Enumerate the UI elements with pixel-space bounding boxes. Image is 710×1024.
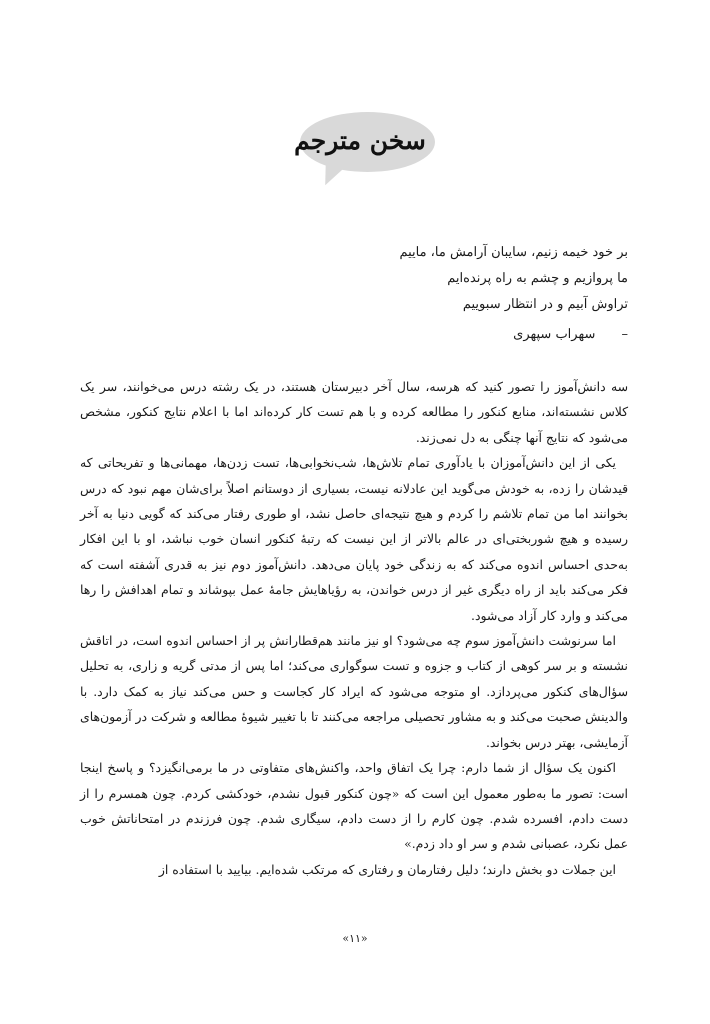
paragraph: اما سرنوشت دانش‌آموز سوم چه می‌شود؟ او نیز مانند هم‌قطارانش پر از احساس اندوه است، در اتاقش نشسته و بر سر کوهی از کتاب و جزوه و تست سوگواری می‌کند؛ اما پس از مدتی گریه و زاری، به تحلیل سؤال‌های کنکور می‌پردازد. او متوجه می‌شود که ایراد کار کجاست و حس می‌کند نیاز به کمک دارد. با والدینش صحبت می‌کند و به مشاور تحصیلی مراجعه می‌کنند تا با تغییر شیوهٔ مطالعه و شرکت در آزمون‌های آزمایشی، بهتر درس بخواند. bbox=[80, 633, 628, 750]
poem-line: تراوش آبیم و در انتظار سبوییم bbox=[462, 297, 628, 312]
poem-line: بر خود خیمه زنیم، سایبان آرامش ما، ماییم bbox=[399, 245, 628, 260]
body-text bbox=[80, 374, 628, 882]
paragraph: سه دانش‌آموز را تصور کنید که هرسه، سال آخر دبیرستان هستند، در یک رشته درس می‌خوانند، سر یک کلاس نشسته‌اند، منابع کنکور را مطالعه کرده و با هم تست کار کرده‌اند اما با اعلام نتایج کنکور، مشخص می‌شود که نتایج آنها چنگی به دل نمی‌زند. bbox=[80, 379, 628, 445]
poem bbox=[228, 240, 628, 318]
page-title: سخن مترجم bbox=[294, 126, 426, 155]
paragraph: اکنون یک سؤال از شما دارم: چرا یک اتفاق واحد، واکنش‌های متفاوتی در ما برمی‌انگیزد؟ و پاسخ اینجا است: تصور ما به‌طور معمول این است که «چون کنکور قبول نشدم، خودکشی کردم. چون همسرم را از دست دادم، افسرده شدم. چون کارم را از دست دادم، سیگاری شدم. چون فرزندم در امتحاناتش خوب عمل نکرد، عصبانی شدم و سر او داد زدم.» bbox=[80, 760, 628, 852]
poem-line: ما پروازیم و چشم به راه پرنده‌ایم bbox=[447, 271, 628, 286]
title-block bbox=[0, 112, 710, 192]
poem-attribution bbox=[513, 327, 628, 342]
paragraph: این جملات دو بخش دارند؛ دلیل رفتارمان و رفتاری که مرتکب شده‌ایم. بیایید با استفاده از bbox=[158, 861, 616, 877]
page-number: «۱۱» bbox=[342, 932, 368, 945]
attribution-name: سهراب سپهری bbox=[513, 327, 596, 342]
attribution-dash: – bbox=[621, 327, 628, 342]
paragraph: یکی از این دانش‌آموزان با یادآوری تمام تلاش‌ها، شب‌نخوابی‌ها، تست زدن‌ها، مهمانی‌ها و تفریحاتی که قیدشان را زده، به خودش می‌گوید این عادلانه نیست، بسیاری از دوستانم اصلاً برای‌شان مهم نبود که درس بخوانند اما من تمام تلاشم را کردم و هیچ نتیجه‌ای حاصل نشد، او طوری رفتار می‌کند که گویی دنیا به آخر رسیده و هیچ شوربختی‌ای در عالم بالاتر از این نیست که رتبهٔ کنکور انسان خوب نباشد، او با این افکار به‌حدی احساس اندوه می‌کند که به زندگی خود پایان می‌دهد. دانش‌آموز دوم نیز به قدری آشفته است که فکر می‌کند باید از راه دیگری غیر از درس خواندن، به رؤیاهایش جامهٔ عمل بپوشاند و تمام اهدافش را رها می‌کند و وارد کار آزاد می‌شود. bbox=[80, 455, 628, 623]
